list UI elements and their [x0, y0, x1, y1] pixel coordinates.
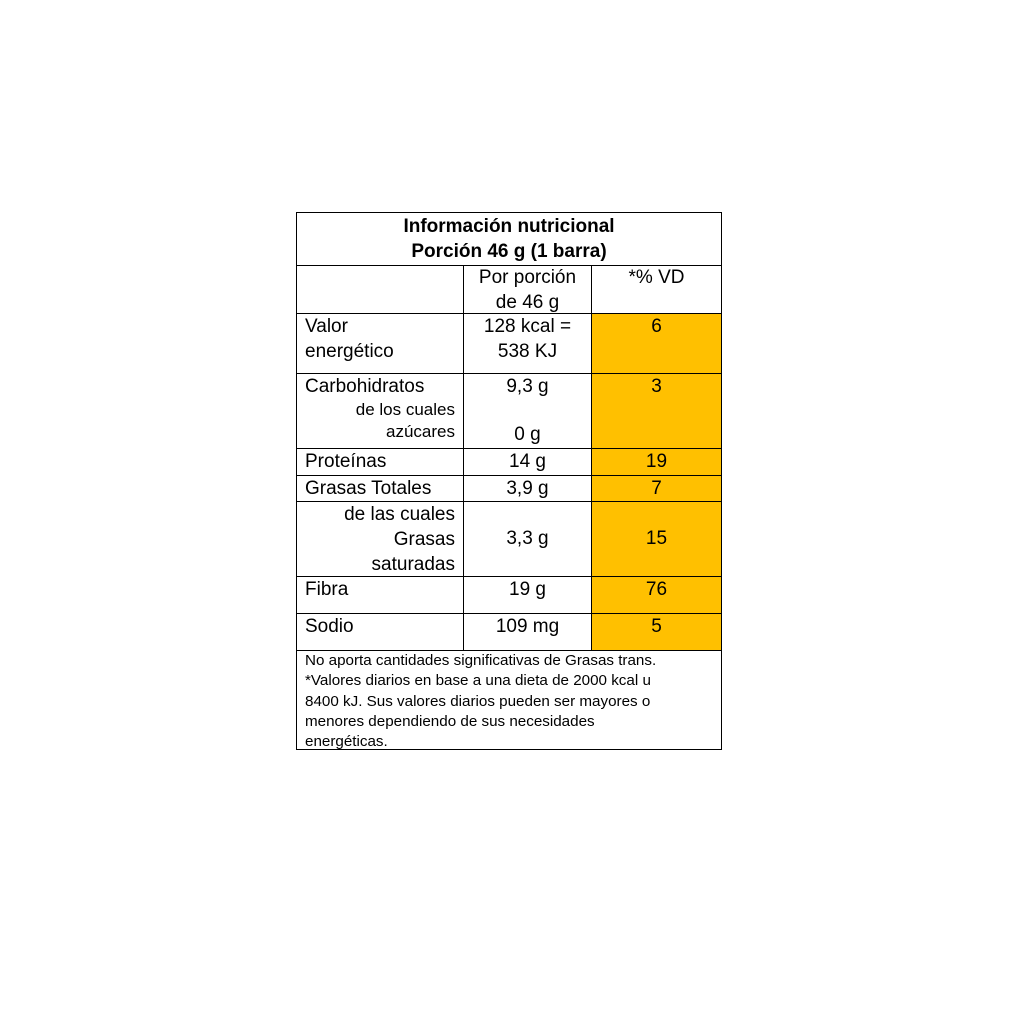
energy-value	[464, 314, 592, 373]
sodium-value	[464, 614, 592, 650]
header-per-portion	[464, 265, 592, 313]
protein-value-text: 14 g	[509, 451, 546, 472]
nutrient-row-sodium	[297, 614, 721, 651]
total-fat-label-text: Grasas Totales	[305, 478, 432, 499]
fiber-dv	[592, 577, 721, 613]
carbohydrates-value-text: 9,3 g	[506, 376, 549, 397]
footnote-line4: menores dependiendo de sus necesidades	[305, 712, 595, 730]
nutrient-row-total-fat	[297, 476, 721, 502]
nutrient-row-saturated-fat	[297, 502, 721, 577]
column-header-row	[297, 265, 721, 314]
protein-label	[297, 449, 464, 475]
energy-value-line1: 128 kcal =	[483, 316, 572, 337]
sugars-sub-label-line2: azúcares	[386, 422, 455, 441]
saturated-fat-label-line2: Grasas	[393, 529, 455, 550]
nutrient-row-carbohydrates	[297, 374, 721, 449]
footnote-line1: No aporta cantidades significativas de Grasas trans.	[305, 652, 657, 669]
footnote-line2: *Valores diarios en base a una dieta de 2000 kcal u	[305, 672, 651, 690]
sugars-value: 0 g	[514, 424, 541, 445]
saturated-fat-label-line1: de las cuales	[344, 504, 455, 525]
saturated-fat-label-line3: saturadas	[371, 554, 455, 575]
carbohydrates-label	[297, 374, 464, 448]
nutrient-row-energy	[297, 314, 721, 374]
fiber-label	[297, 577, 464, 613]
saturated-fat-value-text: 3,3 g	[506, 528, 549, 549]
fiber-value-text: 19 g	[509, 579, 546, 600]
footnote-line3: 8400 kJ. Sus valores diarios pueden ser mayores o	[305, 692, 651, 710]
carbohydrates-value	[464, 374, 592, 448]
label-header	[297, 213, 721, 266]
protein-dv	[592, 449, 721, 475]
header-dv	[592, 265, 721, 313]
energy-dv	[592, 314, 721, 373]
saturated-fat-dv	[592, 502, 721, 576]
fiber-label-text: Fibra	[305, 579, 349, 600]
label-title: Información nutricional	[403, 216, 615, 237]
total-fat-value-text: 3,9 g	[506, 478, 549, 499]
energy-value-line2: 538 KJ	[497, 341, 558, 362]
serving-size: Porción 46 g (1 barra)	[411, 241, 607, 262]
sugars-sub-label-line1: de los cuales	[355, 400, 455, 419]
sodium-value-text: 109 mg	[495, 616, 560, 637]
total-fat-label	[297, 476, 464, 501]
total-fat-dv	[592, 476, 721, 501]
protein-value	[464, 449, 592, 475]
header-dv-label: *% VD	[628, 267, 685, 288]
nutrition-facts-label	[296, 212, 722, 750]
sodium-dv-value: 5	[651, 616, 662, 637]
header-empty-cell	[297, 265, 464, 313]
nutrient-row-fiber	[297, 577, 721, 614]
header-per-portion-line1: Por porción	[478, 267, 577, 288]
energy-dv-value: 6	[651, 316, 662, 337]
saturated-fat-value	[464, 502, 592, 576]
energy-label-line2: energético	[305, 341, 394, 362]
header-per-portion-line2: de 46 g	[495, 292, 560, 313]
footnote-line5: energéticas.	[305, 733, 388, 751]
sodium-label-text: Sodio	[305, 616, 354, 637]
fiber-value	[464, 577, 592, 613]
protein-dv-value: 19	[645, 451, 668, 472]
saturated-fat-dv-value: 15	[645, 528, 668, 549]
carbohydrates-dv	[592, 374, 721, 448]
sodium-dv	[592, 614, 721, 650]
sodium-label	[297, 614, 464, 650]
carbohydrates-dv-value: 3	[651, 376, 662, 397]
fiber-dv-value: 76	[645, 579, 668, 600]
footnote	[305, 651, 715, 752]
energy-label	[297, 314, 464, 373]
total-fat-dv-value: 7	[651, 478, 662, 499]
nutrient-row-protein	[297, 449, 721, 476]
protein-label-text: Proteínas	[305, 451, 387, 472]
total-fat-value	[464, 476, 592, 501]
energy-label-line1: Valor	[305, 316, 348, 337]
carbohydrates-label-text: Carbohidratos	[305, 376, 425, 397]
saturated-fat-label	[297, 502, 464, 576]
